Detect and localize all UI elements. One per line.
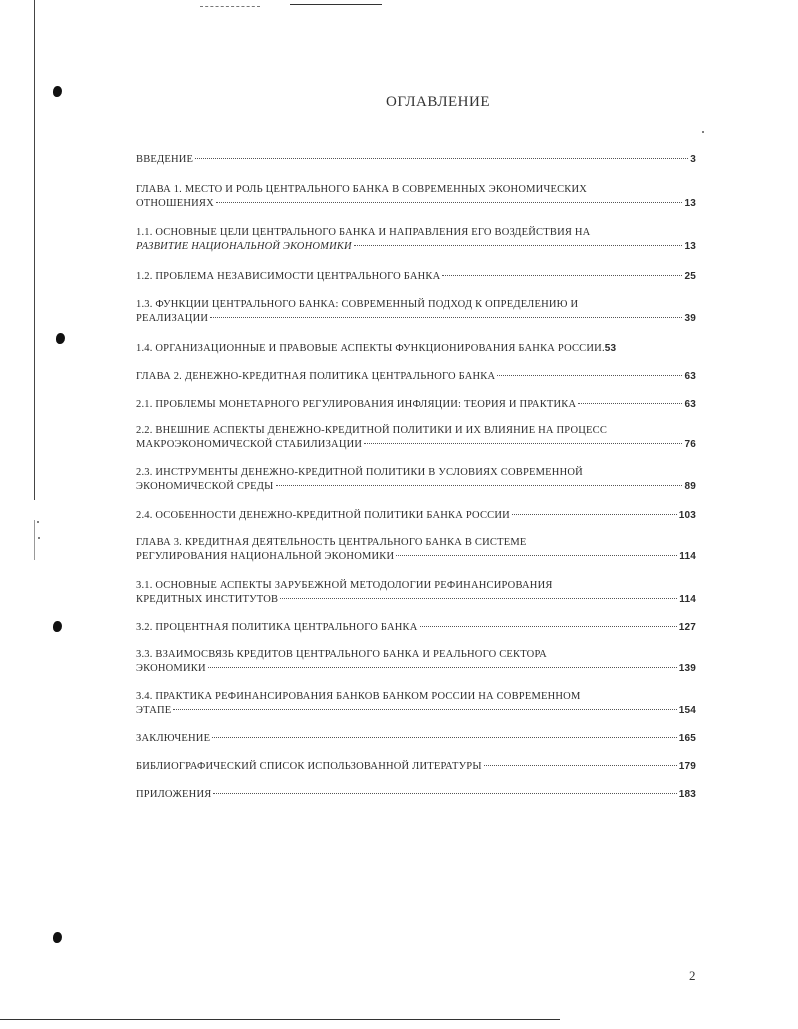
toc-entry-title: 2.1. ПРОБЛЕМЫ МОНЕТАРНОГО РЕГУЛИРОВАНИЯ ИНФЛЯЦИИ: ТЕОРИЯ И ПРАКТИКА <box>136 399 577 410</box>
toc-entry-title-line2: ОТНОШЕНИЯХ <box>136 198 214 209</box>
toc-entry[interactable] <box>136 226 696 254</box>
toc-entry-page: 179 <box>678 761 696 772</box>
toc-entry-page: 53 <box>604 343 617 354</box>
toc-entry-page: 76 <box>684 439 696 450</box>
toc-entry[interactable] <box>136 732 696 746</box>
toc-entry-title-line1: 3.3. ВЗАИМОСВЯЗЬ КРЕДИТОВ ЦЕНТРАЛЬНОГО БАНКА И РЕАЛЬНОГО СЕКТОРА <box>136 649 547 660</box>
scan-artifact-left-edge <box>34 0 35 500</box>
toc-entry[interactable] <box>136 621 696 635</box>
dot-leader <box>578 403 682 404</box>
toc-entry[interactable] <box>136 509 696 523</box>
dot-leader <box>210 317 682 318</box>
toc-entry[interactable] <box>136 183 696 211</box>
toc-entry-title: ПРИЛОЖЕНИЯ <box>136 789 212 800</box>
toc-entry-page: 13 <box>684 241 696 252</box>
toc-entry-page: 165 <box>678 733 696 744</box>
toc-entry-title: 3.2. ПРОЦЕНТНАЯ ПОЛИТИКА ЦЕНТРАЛЬНОГО БАНКА <box>136 622 418 633</box>
dot-leader <box>212 737 677 738</box>
dot-leader <box>354 245 683 246</box>
dot-leader <box>276 485 683 486</box>
dot-leader <box>195 158 688 159</box>
page-number: 2 <box>689 968 696 983</box>
toc-entry-title: 1.2. ПРОБЛЕМА НЕЗАВИСИМОСТИ ЦЕНТРАЛЬНОГО БАНКА <box>136 271 441 282</box>
dot-leader <box>213 793 676 794</box>
toc-entry[interactable] <box>136 466 696 494</box>
toc-entry[interactable] <box>136 298 696 326</box>
toc-entry-page: 114 <box>679 551 696 562</box>
scan-artifact-bottom-line <box>0 1019 560 1020</box>
toc-entry-title-line2: ЭКОНОМИКИ <box>136 663 206 674</box>
toc-entry-page: 63 <box>684 399 696 410</box>
toc-entry-page: 63 <box>684 371 696 382</box>
toc-entry-page: 154 <box>678 705 696 716</box>
toc-entry[interactable] <box>136 579 696 607</box>
toc-entry-page: 13 <box>684 198 696 209</box>
toc-entry-title-line2: КРЕДИТНЫХ ИНСТИТУТОВ <box>136 594 279 605</box>
toc-entry-page: 139 <box>678 663 696 674</box>
toc-entry[interactable] <box>136 342 696 356</box>
toc-entry[interactable] <box>136 760 696 774</box>
dot-leader <box>216 202 683 203</box>
toc-entry-page: 39 <box>684 313 696 324</box>
dot-leader <box>208 667 677 668</box>
toc-entry[interactable] <box>136 690 696 718</box>
toc-entry-title: ГЛАВА 2. ДЕНЕЖНО-КРЕДИТНАЯ ПОЛИТИКА ЦЕНТРАЛЬНОГО БАНКА <box>136 371 496 382</box>
toc-entry[interactable] <box>136 370 696 384</box>
scan-speck <box>702 131 704 133</box>
toc-entry[interactable] <box>136 270 696 284</box>
toc-entry-title-line1: 2.3. ИНСТРУМЕНТЫ ДЕНЕЖНО-КРЕДИТНОЙ ПОЛИТИКИ В УСЛОВИЯХ СОВРЕМЕННОЙ <box>136 467 583 478</box>
toc-entry-page: 103 <box>678 510 696 521</box>
dot-leader <box>396 555 677 556</box>
toc-entry-title-line1: 2.2. ВНЕШНИЕ АСПЕКТЫ ДЕНЕЖНО-КРЕДИТНОЙ ПОЛИТИКИ И ИХ ВЛИЯНИЕ НА ПРОЦЕСС <box>136 425 608 436</box>
toc-entry-title: БИБЛИОГРАФИЧЕСКИЙ СПИСОК ИСПОЛЬЗОВАННОЙ ЛИТЕРАТУРЫ <box>136 761 482 772</box>
toc-entry-page: 183 <box>678 789 696 800</box>
toc-entry-title: ВВЕДЕНИЕ <box>136 154 194 165</box>
toc-entry-page: 3 <box>690 154 696 165</box>
scan-artifact-top-line <box>290 4 382 5</box>
page-title: ОГЛАВЛЕНИЕ <box>386 94 490 110</box>
toc-entry[interactable] <box>136 424 696 452</box>
table-of-contents <box>136 153 696 802</box>
toc-entry-page: 25 <box>684 271 696 282</box>
toc-entry[interactable] <box>136 536 696 564</box>
punch-hole-mark <box>53 932 62 943</box>
toc-entry-title-line2: РЕГУЛИРОВАНИЯ НАЦИОНАЛЬНОЙ ЭКОНОМИКИ <box>136 551 395 562</box>
toc-entry-title: ЗАКЛЮЧЕНИЕ <box>136 733 211 744</box>
dot-leader <box>364 443 682 444</box>
toc-entry-page: 114 <box>679 594 696 605</box>
dot-leader <box>173 709 676 710</box>
dot-leader <box>512 514 677 515</box>
toc-entry-title-line1: 3.1. ОСНОВНЫЕ АСПЕКТЫ ЗАРУБЕЖНОЙ МЕТОДОЛОГИИ РЕФИНАНСИРОВАНИЯ <box>136 580 553 591</box>
toc-entry-title-line2: МАКРОЭКОНОМИЧЕСКОЙ СТАБИЛИЗАЦИИ <box>136 439 363 450</box>
punch-hole-mark <box>53 621 62 632</box>
scan-artifact-left-edge-lower <box>34 520 35 560</box>
toc-entry-title-line2: ЭТАПЕ <box>136 705 172 716</box>
dot-leader <box>497 375 682 376</box>
scan-speck <box>37 521 39 523</box>
toc-entry-title-line1: 3.4. ПРАКТИКА РЕФИНАНСИРОВАНИЯ БАНКОВ БАНКОМ РОССИИ НА СОВРЕМЕННОМ <box>136 691 581 702</box>
dot-leader <box>420 626 677 627</box>
toc-entry-title: 1.4. ОРГАНИЗАЦИОННЫЕ И ПРАВОВЫЕ АСПЕКТЫ ФУНКЦИОНИРОВАНИЯ БАНКА РОССИИ. <box>136 343 605 354</box>
scan-speck <box>38 537 40 539</box>
toc-entry-title-line2: ЭКОНОМИЧЕСКОЙ СРЕДЫ <box>136 481 274 492</box>
dot-leader <box>484 765 677 766</box>
toc-entry-title-line1: 1.3. ФУНКЦИИ ЦЕНТРАЛЬНОГО БАНКА: СОВРЕМЕННЫЙ ПОДХОД К ОПРЕДЕЛЕНИЮ И <box>136 299 579 310</box>
toc-entry[interactable] <box>136 398 696 412</box>
toc-entry-title-line1: ГЛАВА 1. МЕСТО И РОЛЬ ЦЕНТРАЛЬНОГО БАНКА В СОВРЕМЕННЫХ ЭКОНОМИЧЕСКИХ <box>136 184 588 195</box>
punch-hole-mark <box>56 333 65 344</box>
toc-entry-title-line2: РАЗВИТИЕ НАЦИОНАЛЬНОЙ ЭКОНОМИКИ <box>136 241 352 252</box>
toc-entry[interactable] <box>136 648 696 676</box>
dot-leader <box>442 275 682 276</box>
toc-entry[interactable] <box>136 788 696 802</box>
toc-entry-title: 2.4. ОСОБЕННОСТИ ДЕНЕЖНО-КРЕДИТНОЙ ПОЛИТИКИ БАНКА РОССИИ <box>136 510 510 521</box>
toc-entry-page: 127 <box>678 622 696 633</box>
toc-entry-page: 89 <box>684 481 696 492</box>
toc-entry-title-line1: 1.1. ОСНОВНЫЕ ЦЕЛИ ЦЕНТРАЛЬНОГО БАНКА И НАПРАВЛЕНИЯ ЕГО ВОЗДЕЙСТВИЯ НА <box>136 227 591 238</box>
toc-entry-title-line1: ГЛАВА 3. КРЕДИТНАЯ ДЕЯТЕЛЬНОСТЬ ЦЕНТРАЛЬНОГО БАНКА В СИСТЕМЕ <box>136 537 527 548</box>
scan-artifact-top-dash <box>200 6 260 8</box>
toc-entry[interactable] <box>136 153 696 167</box>
toc-entry-title-line2: РЕАЛИЗАЦИИ <box>136 313 209 324</box>
dot-leader <box>280 598 677 599</box>
